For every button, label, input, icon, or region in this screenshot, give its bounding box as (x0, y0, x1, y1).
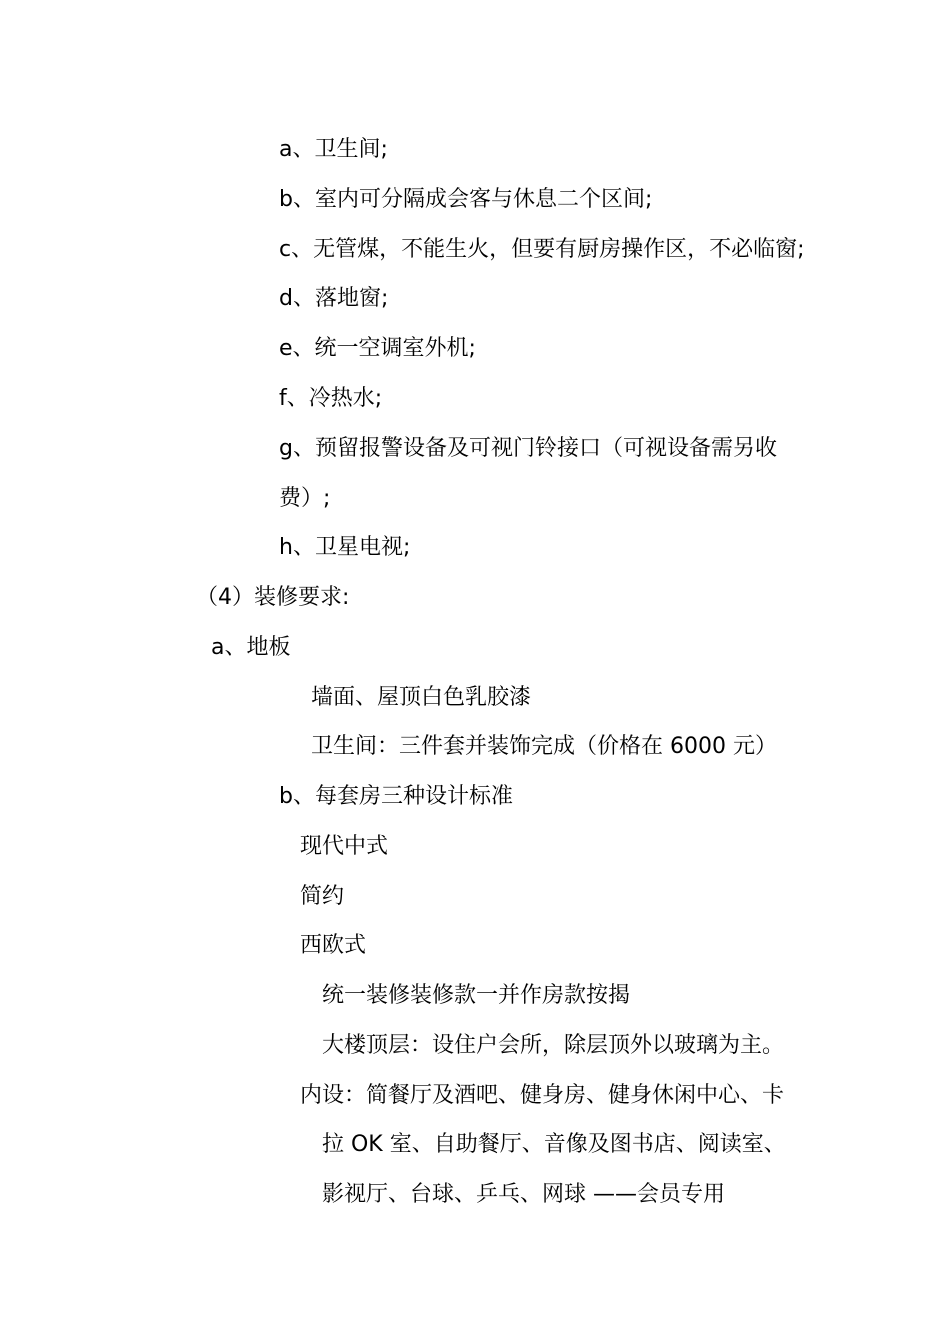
facilities-line-1: 内设：简餐厅及酒吧、健身房、健身休闲中心、卡 (300, 1083, 785, 1108)
list-item-g-alarm: g、预留报警设备及可视门铃接口（可视设备需另收 (279, 436, 777, 461)
facilities-line-2: 拉 OK 室、自助餐厅、音像及图书店、阅读室、 (322, 1132, 786, 1157)
list-item-c-kitchen: c、无管煤，不能生火，但要有厨房操作区，不必临窗; (279, 237, 805, 262)
list-item-e-air-conditioner: e、统一空调室外机; (279, 336, 476, 361)
facilities-line-3: 影视厅、台球、乒乓、网球 ——会员专用 (322, 1182, 725, 1207)
style-western: 西欧式 (300, 933, 367, 958)
decoration-payment: 统一装修装修款一并作房款按揭 (322, 983, 631, 1008)
list-item-a-bathroom: a、卫生间; (279, 137, 388, 162)
decoration-item-b-standards: b、每套房三种设计标准 (279, 784, 513, 809)
section-heading-decoration: （4）装修要求: (196, 585, 350, 610)
list-item-g-continued: 费）; (279, 486, 331, 511)
list-item-f-water: f、冷热水; (279, 386, 383, 411)
decoration-bathroom: 卫生间：三件套并装饰完成（价格在 6000 元） (311, 734, 777, 759)
list-item-b-room-division: b、室内可分隔成会客与休息二个区间; (279, 187, 653, 212)
list-item-d-window: d、落地窗; (279, 286, 389, 311)
decoration-item-a-floor: a、地板 (211, 635, 291, 660)
style-simple: 简约 (300, 884, 345, 909)
list-item-h-satellite-tv: h、卫星电视; (279, 535, 411, 560)
top-floor-clubhouse: 大楼顶层：设住户会所，除层顶外以玻璃为主。 (322, 1033, 785, 1058)
decoration-walls: 墙面、屋顶白色乳胶漆 (311, 685, 532, 710)
style-modern-chinese: 现代中式 (300, 834, 389, 859)
